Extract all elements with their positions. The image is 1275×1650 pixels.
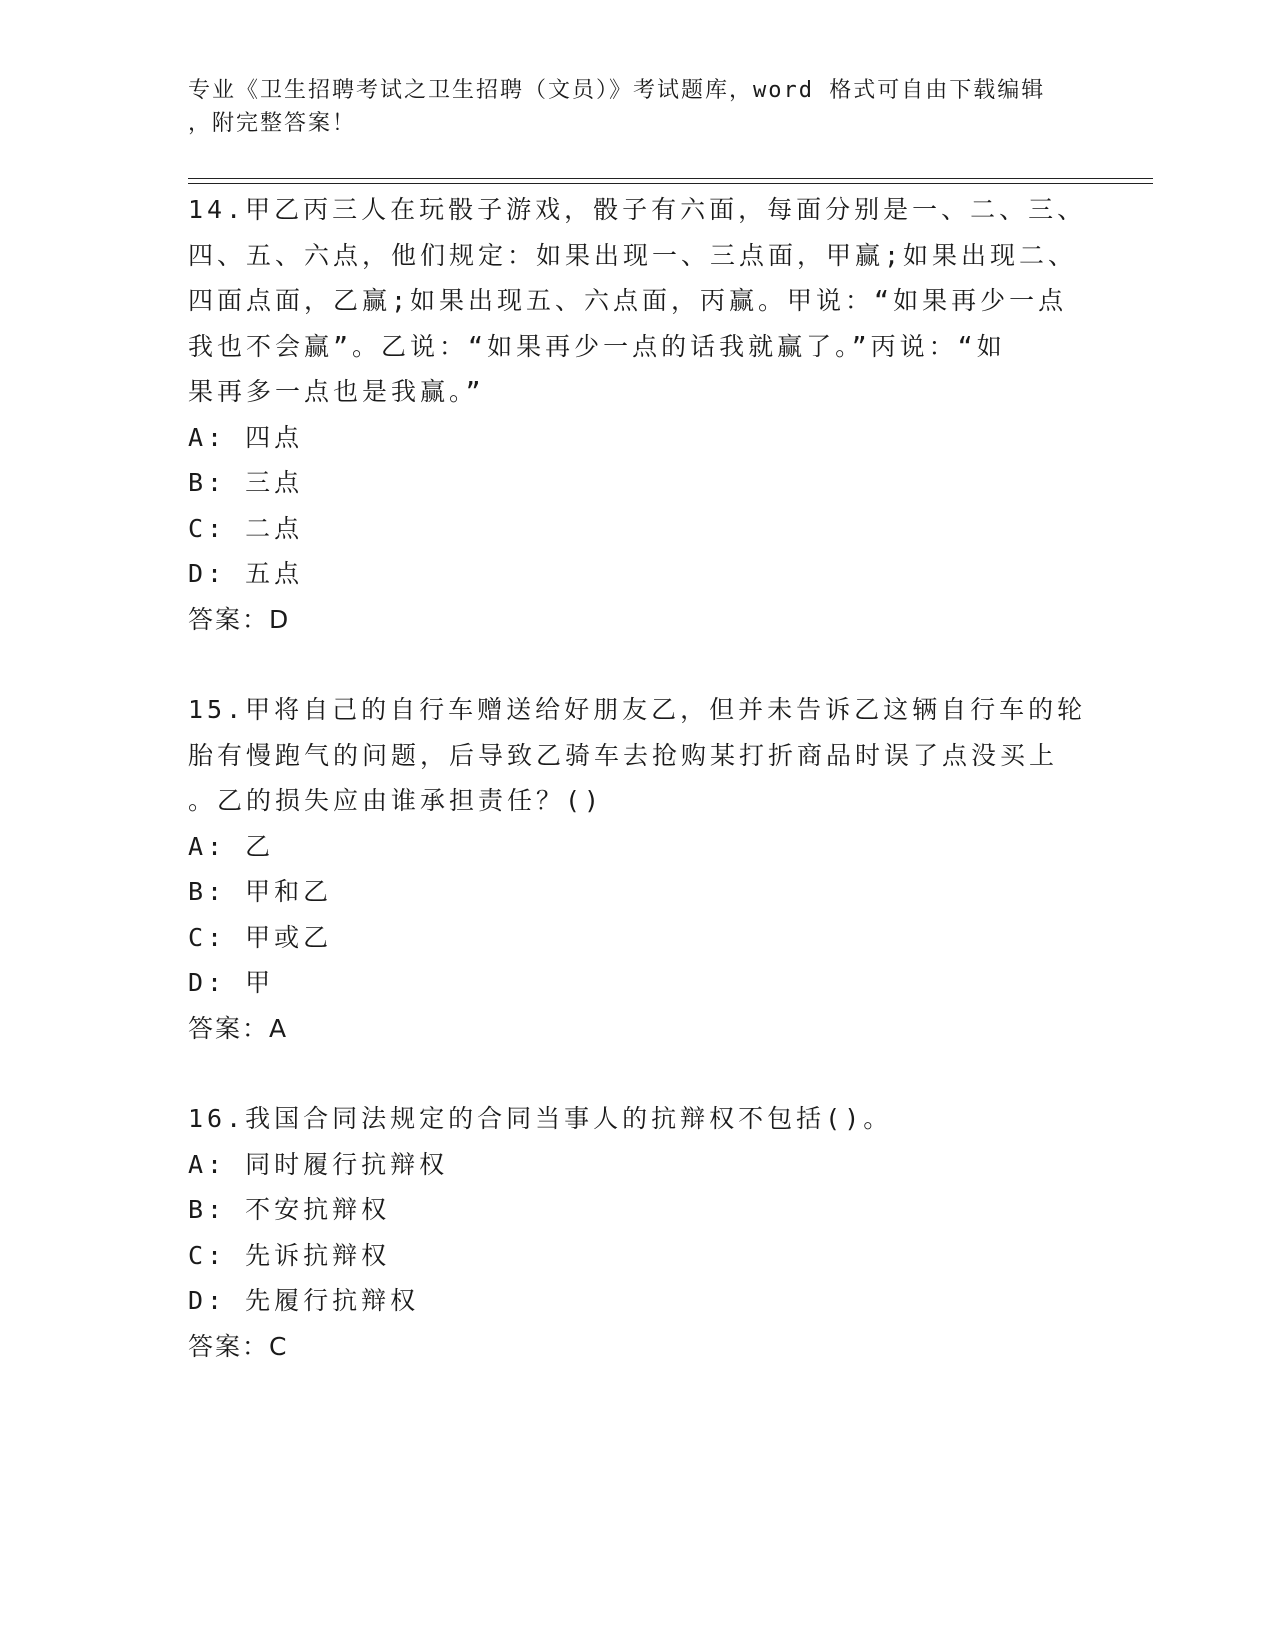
option-b: B: 三点 <box>188 468 304 497</box>
option-b: B: 甲和乙 <box>188 877 333 906</box>
answer-line: 答案：C <box>188 1331 289 1361</box>
option-d: D: 先履行抗辩权 <box>188 1286 420 1315</box>
option-a: A: 乙 <box>188 831 275 861</box>
question-text: 14.甲乙丙三人在玩骰子游戏，骰子有六面，每面分别是一、二、三、 四、五、六点，他们规定：如果出现一、三点面，甲赢;如果出现二、 四面点面，乙赢;如果出现五、六点面，丙赢。甲说：“如果再少一点 我也不会赢”。乙说：“如果再少一点的话我就赢了。”丙说：“如 果再多一点也是我赢。” <box>188 195 1087 406</box>
question-text: 15.甲将自己的自行车赠送给好朋友乙，但并未告诉乙这辆自行车的轮 胎有慢跑气的问题，后导致乙骑车去抢购某打折商品时误了点没买上 。乙的损失应由谁承担责任？() <box>188 695 1087 815</box>
answer-line: 答案：A <box>188 1013 289 1043</box>
option-a: A: 四点 <box>188 422 304 452</box>
document-body <box>188 187 1088 1369</box>
option-c: C: 二点 <box>188 513 304 543</box>
question-text: 16.我国合同法规定的合同当事人的抗辩权不包括()。 <box>188 1104 893 1133</box>
spacer <box>188 642 1088 687</box>
option-c: C: 甲或乙 <box>188 922 333 952</box>
question-14 <box>188 187 1088 642</box>
question-16 <box>188 1096 1088 1369</box>
option-d: D: 五点 <box>188 559 304 588</box>
option-a: A: 同时履行抗辩权 <box>188 1149 449 1179</box>
option-d: D: 甲 <box>188 968 275 997</box>
spacer <box>188 1051 1088 1096</box>
option-c: C: 先诉抗辩权 <box>188 1240 391 1270</box>
document-header: 专业《卫生招聘考试之卫生招聘（文员）》考试题库，word 格式可自由下载编辑 ，附完整答案！ <box>188 78 1046 136</box>
question-15 <box>188 687 1088 1051</box>
header-double-rule <box>188 178 1153 184</box>
option-b: B: 不安抗辩权 <box>188 1195 391 1224</box>
answer-line: 答案：D <box>188 604 291 634</box>
